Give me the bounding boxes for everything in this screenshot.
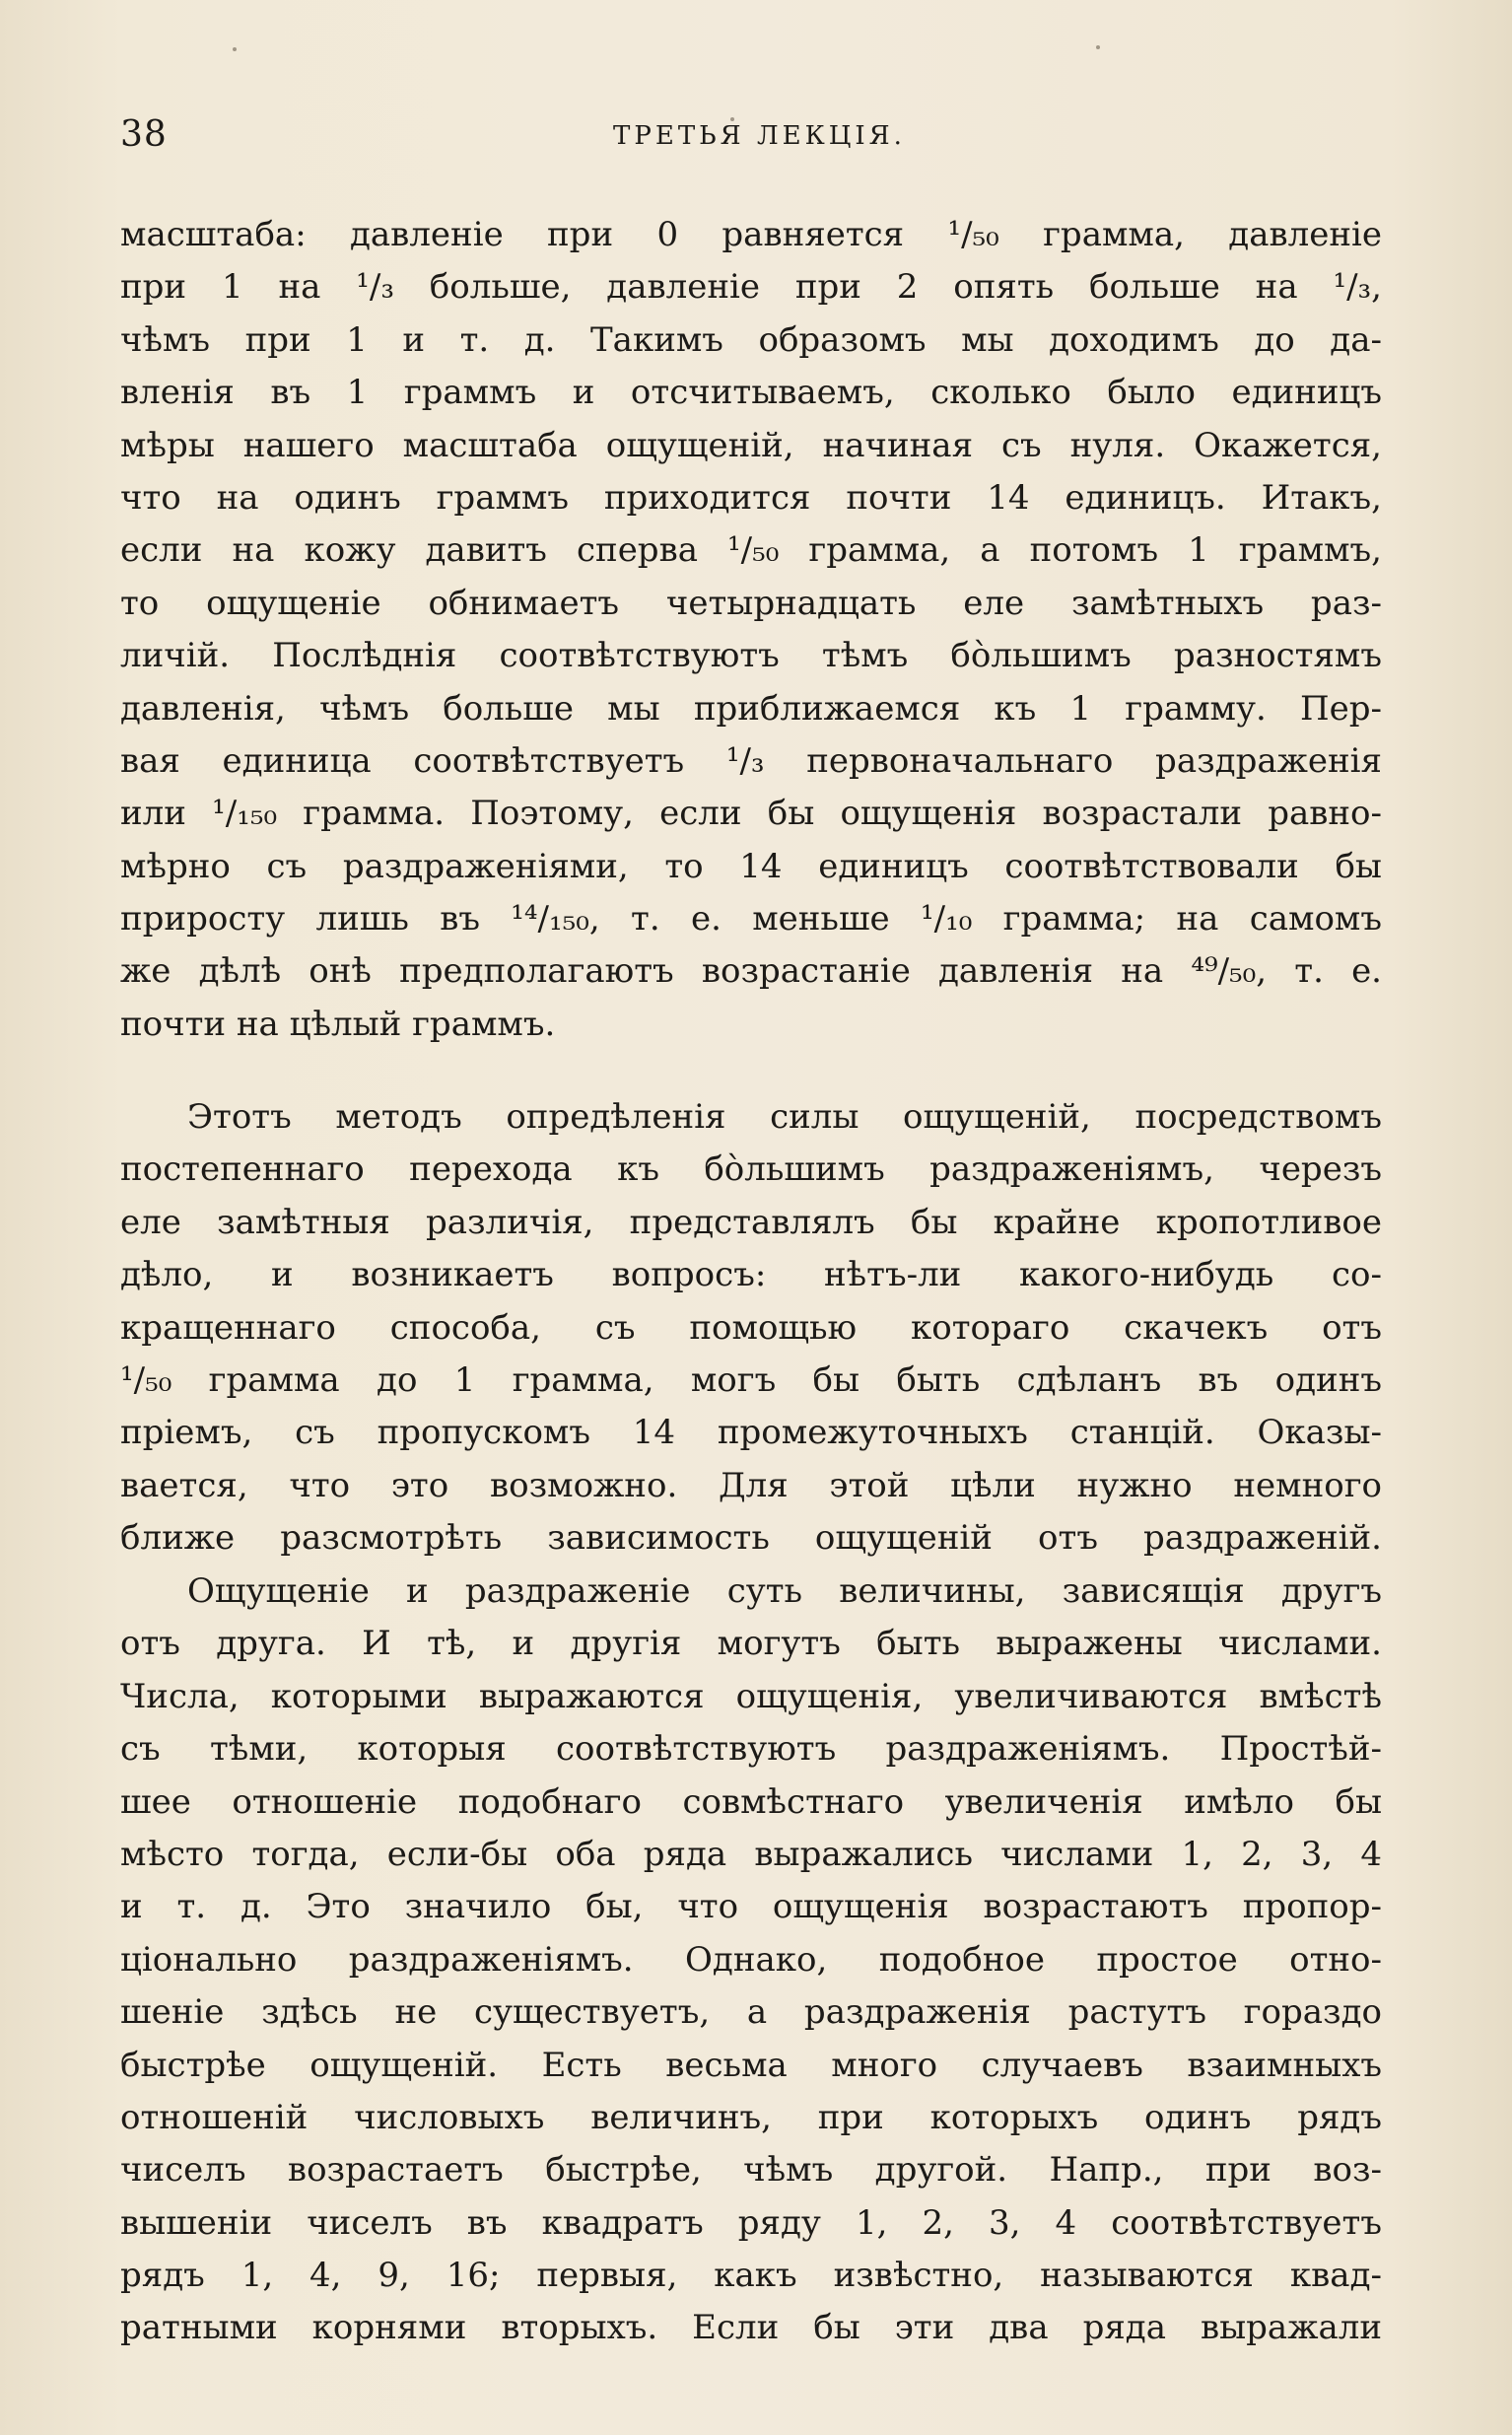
text-line: кращеннаго способа, съ помощью котораго скачекъ отъ — [120, 1307, 1382, 1348]
text-line: вленія въ 1 граммъ и отсчитываемъ, сколько было единицъ — [120, 373, 1382, 413]
text-line: еле замѣтныя различія, представлялъ бы крайне кропотливое — [120, 1202, 1382, 1242]
page-header — [120, 110, 1382, 160]
text-line: давленія, чѣмъ больше мы приближаемся къ 1 грамму. Пер- — [120, 688, 1382, 729]
page-number: 38 — [120, 114, 168, 155]
text-line: мѣсто тогда, если-бы оба ряда выражались числами 1, 2, 3, 4 — [120, 1834, 1382, 1874]
text-line: отношеній числовыхъ величинъ, при которыхъ одинъ рядъ — [120, 2097, 1382, 2137]
paragraph-1 — [120, 209, 1382, 1051]
text-line: ратными корнями вторыхъ. Если бы эти два ряда выражали — [120, 2308, 1382, 2348]
paragraph-2 — [120, 1091, 1382, 1565]
text-line: Ощущеніе и раздраженіе суть величины, зависящія другъ — [187, 1571, 1382, 1611]
text-line: рядъ 1, 4, 9, 16; первыя, какъ извѣстно, называются квад- — [120, 2256, 1382, 2296]
text-line: личій. Послѣднія соотвѣтствуютъ тѣмъ бо̀льшимъ разностямъ — [120, 636, 1382, 676]
text-line: чиселъ возрастаетъ быстрѣе, чѣмъ другой. Напр., при воз- — [120, 2150, 1382, 2191]
text-line: вышеніи чиселъ въ квадратъ ряду 1, 2, 3, 4 соотвѣтствуетъ — [120, 2202, 1382, 2243]
text-line: шеніе здѣсь не существуетъ, а раздраженія растутъ гораздо — [120, 1992, 1382, 2033]
text-line: приросту лишь въ ¹⁴/₁₅₀, т. е. меньше ¹/₁₀ грамма; на самомъ — [120, 899, 1382, 939]
print-speck — [233, 47, 237, 51]
text-line: пріемъ, съ пропускомъ 14 промежуточныхъ станцій. Оказы- — [120, 1413, 1382, 1453]
print-speck — [1096, 45, 1100, 49]
text-line: чѣмъ при 1 и т. д. Такимъ образомъ мы доходимъ до да- — [120, 319, 1382, 360]
text-line: то ощущеніе обнимаетъ четырнадцать еле замѣтныхъ раз- — [120, 583, 1382, 623]
text-line: быстрѣе ощущеній. Есть весьма много случаевъ взаимныхъ — [120, 2045, 1382, 2085]
text-line: при 1 на ¹/₃ больше, давленіе при 2 опять больше на ¹/₃, — [120, 267, 1382, 308]
text-line: отъ друга. И тѣ, и другія могутъ быть выражены числами. — [120, 1624, 1382, 1664]
text-line: ближе разсмотрѣть зависимость ощущеній отъ раздраженій. — [120, 1518, 1382, 1559]
running-head: ТРЕТЬЯ ЛЕКЦІЯ. — [613, 121, 906, 151]
paragraph-3 — [120, 1565, 1382, 2355]
text-line: же дѣлѣ онѣ предполагаютъ возрастаніе давленія на ⁴⁹/₅₀, т. е. — [120, 951, 1382, 992]
text-line: если на кожу давитъ сперва ¹/₅₀ грамма, а потомъ 1 граммъ, — [120, 530, 1382, 571]
text-line: и т. д. Это значило бы, что ощущенія возрастаютъ пропор- — [120, 1887, 1382, 1927]
text-line: постепеннаго перехода къ бо̀льшимъ раздраженіямъ, черезъ — [120, 1149, 1382, 1190]
text-line: масштаба: давленіе при 0 равняется ¹/₅₀ грамма, давленіе — [120, 215, 1382, 254]
text-line: вая единица соотвѣтствуетъ ¹/₃ первоначальнаго раздраженія — [120, 740, 1382, 781]
text-line: почти на цѣлый граммъ. — [120, 1004, 556, 1044]
text-line: или ¹/₁₅₀ грамма. Поэтому, если бы ощущенія возрастали равно- — [120, 794, 1382, 834]
text-line: съ тѣми, которыя соотвѣтствуютъ раздраженіямъ. Простѣй- — [120, 1729, 1382, 1770]
text-line: Числа, которыми выражаются ощущенія, увеличиваются вмѣстѣ — [120, 1676, 1382, 1716]
text-line: дѣло, и возникаетъ вопросъ: нѣтъ-ли какого-нибудь со- — [120, 1255, 1382, 1295]
text-line: шее отношеніе подобнаго совмѣстнаго увеличенія имѣло бы — [120, 1781, 1382, 1822]
text-line: мѣры нашего масштаба ощущеній, начиная съ нуля. Окажется, — [120, 425, 1382, 465]
text-line: вается, что это возможно. Для этой цѣли нужно немного — [120, 1465, 1382, 1505]
text-line: ¹/₅₀ грамма до 1 грамма, могъ бы быть сдѣланъ въ одинъ — [120, 1359, 1382, 1400]
text-line: ціонально раздраженіямъ. Однако, подобное простое отно- — [120, 1939, 1382, 1980]
text-line: мѣрно съ раздраженіями, то 14 единицъ соотвѣтствовали бы — [120, 846, 1382, 886]
text-line: Этотъ методъ опредѣленія силы ощущеній, посредствомъ — [187, 1097, 1382, 1137]
text-line: что на одинъ граммъ приходится почти 14 единицъ. Итакъ, — [120, 477, 1382, 518]
